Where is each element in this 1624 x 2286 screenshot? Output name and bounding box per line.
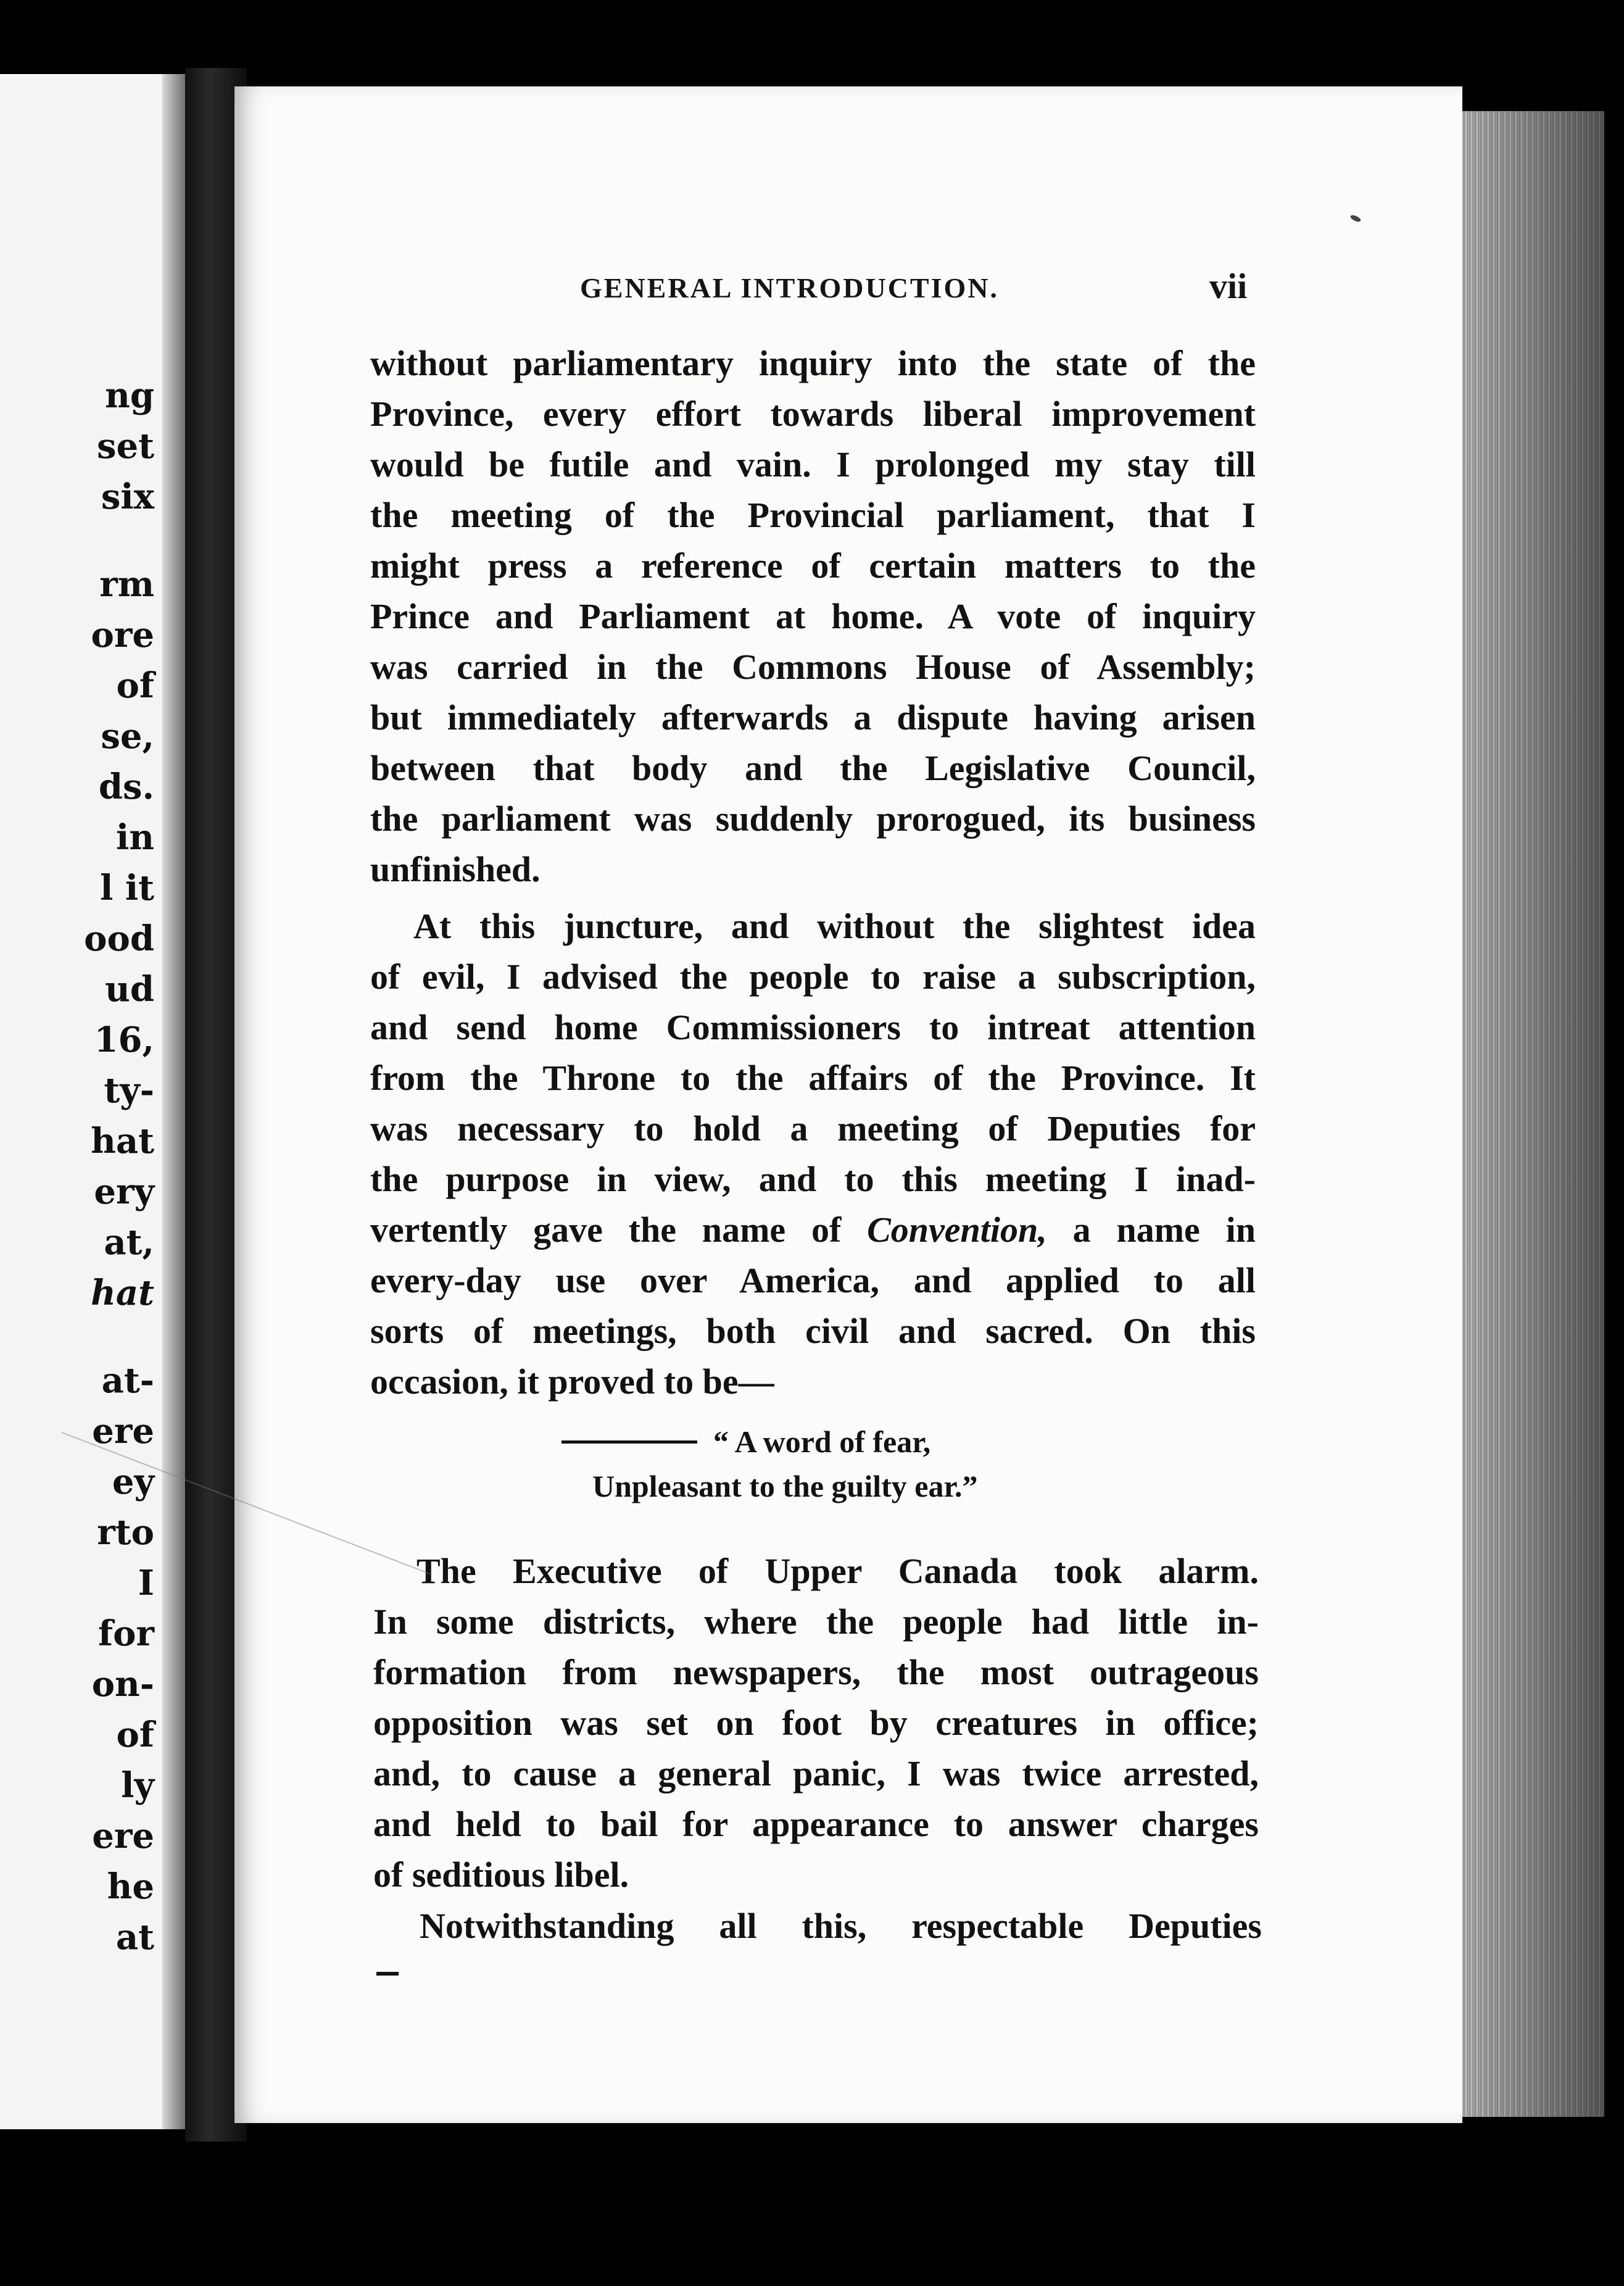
facing-page-fragment-line [0, 522, 154, 559]
text-line: without parliamentary inquiry into the state of the [370, 343, 1256, 383]
facing-page-fragment-line: ood [84, 918, 154, 959]
facing-page-fragment-line: hat [91, 1273, 154, 1313]
text-line: and, to cause a general panic, I was twice arrested, [373, 1753, 1259, 1793]
text-line: might press a reference of certain matters to the [370, 546, 1256, 586]
facing-page-fragment-line [0, 1318, 154, 1355]
paragraph-4 [376, 1901, 1262, 1951]
page-number: vii [1209, 266, 1248, 306]
text-line: and send home Commissioners to intreat attention [370, 1007, 1256, 1047]
facing-page-fragment-line: at- [101, 1360, 154, 1401]
facing-page-fragment-line: ng [105, 375, 154, 416]
facing-page-fragment-line: he [107, 1866, 154, 1907]
text-line: In some districts, where the people had little in- [373, 1602, 1259, 1642]
text-line: the meeting of the Provincial parliament, that I [370, 495, 1256, 535]
facing-page-fragment-line: six [101, 476, 154, 517]
facing-page-fragment-line: ore [91, 615, 154, 655]
text-run: vertently gave the name of [370, 1210, 868, 1250]
text-line: Prince and Parliament at home. A vote of inquiry [370, 596, 1256, 636]
text-line: At this juncture, and without the slightest idea [413, 906, 1256, 946]
catchword-mark [376, 1972, 399, 1976]
paragraph-1 [370, 338, 1256, 895]
text-line: occasion, it proved to be— [370, 1361, 774, 1402]
text-run: a name in [1046, 1210, 1256, 1250]
text-line: of seditious libel. [373, 1855, 629, 1895]
facing-page-fragment-line: hat [91, 1121, 154, 1162]
facing-page-fragment-line: ly [121, 1765, 154, 1806]
facing-page-fragment-line: ds. [98, 767, 154, 807]
facing-page-fragment-line: of [116, 665, 154, 706]
quote-dash-rule [561, 1440, 697, 1444]
text-line: the parliament was suddenly prorogued, its business [370, 799, 1256, 839]
facing-page-text-fragments [0, 370, 154, 1963]
text-line: Notwithstanding all this, respectable Deputies [420, 1906, 1262, 1946]
paragraph-3 [373, 1546, 1259, 1900]
facing-page-fragment-line: 16, [94, 1020, 154, 1060]
text-line: the purpose in view, and to this meeting I inad- [370, 1159, 1256, 1199]
facing-page-fragment-line: rto [97, 1512, 154, 1553]
facing-page-fragment-line: at [115, 1917, 154, 1958]
quote-line-1 [506, 1419, 1061, 1464]
facing-page-fragment-line: ere [92, 1816, 154, 1856]
facing-page-fragment [0, 74, 196, 2129]
quote-line-2: Unpleasant to the guilty ear.” [592, 1469, 978, 1503]
page-edge-shade [1462, 111, 1604, 2117]
facing-page-fragment-line: ery [94, 1171, 154, 1212]
paragraph-2 [370, 901, 1256, 1407]
text-line: and held to bail for appearance to answer charges [373, 1804, 1259, 1844]
text-line: of evil, I advised the people to raise a subscription, [370, 957, 1256, 997]
text-line: would be futile and vain. I prolonged my stay till [370, 444, 1256, 484]
facing-page-fragment-line: l it [100, 868, 154, 908]
facing-page-fragment-line: I [138, 1563, 154, 1603]
running-header: GENERAL INTRODUCTION. [580, 272, 999, 304]
facing-page-fragment-line: ty- [104, 1070, 154, 1111]
italic-word: Convention, [867, 1210, 1047, 1250]
text-line: every-day use over America, and applied to all [370, 1260, 1256, 1300]
page-edge-stack [1462, 111, 1604, 2117]
facing-page-fragment-line: ud [105, 969, 154, 1010]
facing-page-fragment-line: for [98, 1613, 154, 1654]
text-line-with-italic [370, 1205, 1256, 1255]
facing-page-fragment-line: on- [91, 1664, 154, 1705]
text-line: between that body and the Legislative Council, [370, 748, 1256, 788]
facing-page-fragment-line: of [116, 1715, 154, 1755]
quote-text: “ A word of fear, [713, 1424, 931, 1459]
text-line: was necessary to hold a meeting of Deputies for [370, 1108, 1256, 1149]
facing-page-fragment-line: at, [104, 1222, 154, 1263]
text-line: sorts of meetings, both civil and sacred. On this [370, 1311, 1256, 1351]
facing-page-fragment-line: ey [112, 1461, 154, 1502]
text-line: Province, every effort towards liberal improvement [370, 394, 1256, 434]
facing-page-fragment-line: in [116, 817, 154, 858]
text-line: formation from newspapers, the most outrageous [373, 1652, 1259, 1692]
text-line: opposition was set on foot by creatures in office; [373, 1703, 1259, 1743]
facing-page-fragment-line: ere [92, 1411, 154, 1452]
text-line: was carried in the Commons House of Assembly; [370, 647, 1256, 687]
text-line: unfinished. [370, 849, 541, 889]
text-line: from the Throne to the affairs of the Province. It [370, 1058, 1256, 1098]
facing-page-fragment-line: se, [101, 716, 154, 757]
facing-page-fragment-line: rm [99, 564, 154, 605]
facing-page-fragment-line: set [96, 426, 154, 467]
text-line: but immediately afterwards a dispute having arisen [370, 697, 1256, 738]
verse-quotation [506, 1419, 1061, 1508]
text-line: The Executive of Upper Canada took alarm. [416, 1551, 1259, 1591]
